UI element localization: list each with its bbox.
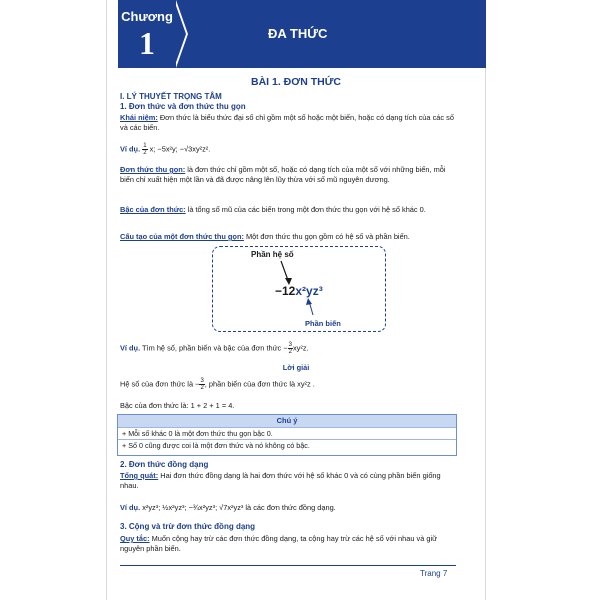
reduced-label: Đơn thức thu gọn: — [120, 165, 186, 174]
concept-label: Khái niệm: — [120, 113, 158, 122]
example-1 — [120, 143, 460, 156]
example-2-text: Tìm hệ số, phần biến và bậc của đơn thức − — [140, 343, 288, 353]
monomial-vars: x²yz³ — [295, 284, 323, 298]
degree-text: là tổng số mũ của các biến trong một đơn thức thu gọn với hệ số khác 0. — [185, 205, 426, 214]
monomial-expression — [275, 284, 323, 298]
note-line-2: + Số 0 cũng được coi là một đơn thức và nó không có bậc. — [118, 439, 456, 451]
structure-text: Một đơn thức thu gọn gồm có hệ số và phần biến. — [243, 232, 410, 241]
degree-paragraph — [120, 205, 460, 215]
chapter-box — [118, 0, 176, 68]
monomial-coef: −12 — [275, 284, 296, 298]
solution-text-b: , phần biến của đơn thức là xy²z . — [204, 379, 315, 389]
example-3-text: x²yz³; ½x²yz³; −¾x²yz³; √7x²yz³ là các đơn thức đồng dạng. — [142, 503, 336, 512]
example-text: x; −5x²y; −√3xy²z². — [149, 144, 211, 154]
fraction-half: $\frac{1}{2}$ — [143, 143, 147, 156]
chapter-label: Chương — [121, 9, 173, 24]
rule-text: Muốn cộng hay trừ các đơn thức đồng dạng, ta cộng hay trừ các hệ số với nhau và giữ nguyên phần biến. — [120, 534, 438, 553]
subheading-similar: 2. Đơn thức đồng dạng — [120, 460, 209, 469]
note-line-1: + Mỗi số khác 0 là một đơn thức thu gọn bậc 0. — [118, 427, 456, 439]
chapter-banner — [118, 0, 486, 68]
example-2-tail: xy²z. — [292, 343, 309, 353]
solution-line-2: Bậc của đơn thức là: 1 + 2 + 1 = 4. — [120, 401, 235, 410]
structure-label: Cấu tạo của một đơn thức thu gọn: — [120, 232, 244, 241]
coef-label: Phần hệ số — [251, 250, 294, 259]
var-label: Phần biến — [305, 319, 341, 328]
chapter-number: 1 — [139, 25, 155, 61]
rule-paragraph — [120, 534, 460, 554]
subheading-add: 3. Cộng và trừ đơn thức đồng dạng — [120, 522, 256, 531]
solution-text-a: Hệ số của đơn thức là − — [120, 379, 200, 389]
section-heading-theory: I. LÝ THUYẾT TRỌNG TÂM — [120, 92, 222, 101]
note-heading: Chú ý — [118, 415, 456, 427]
lesson-title: BÀI 1. ĐƠN THỨC — [250, 76, 341, 88]
fraction-three-halves: $\frac{3}{2}$ — [288, 342, 292, 355]
chevron-inner — [174, 0, 186, 68]
example-3 — [120, 503, 460, 513]
example-label: Ví dụ. — [120, 144, 141, 154]
concept-paragraph — [120, 113, 460, 133]
example-2 — [120, 342, 460, 355]
rule-label: Quy tắc: — [120, 534, 150, 543]
similar-label: Tổng quát: — [120, 471, 159, 480]
example-3-label: Ví dụ. — [120, 503, 141, 512]
subheading-monomial: 1. Đơn thức và đơn thức thu gọn — [120, 102, 246, 111]
note-box — [117, 414, 457, 456]
example-2-label: Ví dụ. — [120, 343, 141, 353]
degree-label: Bậc của đơn thức: — [120, 205, 186, 214]
similar-text: Hai đơn thức đồng dạng là hai đơn thức với hệ số khác 0 và có cùng phần biến giống nhau. — [120, 471, 441, 490]
solution-line-1 — [120, 378, 460, 391]
fraction-three-halves-2: $\frac{3}{2}$ — [200, 378, 204, 391]
reduced-paragraph — [120, 165, 460, 185]
chapter-title: ĐA THỨC — [268, 26, 328, 41]
structure-paragraph — [120, 232, 460, 242]
solution-heading: Lời giải — [282, 363, 310, 372]
similar-paragraph — [120, 471, 460, 491]
reduced-text: là đơn thức chỉ gồm một số, hoặc có dạng tích của một số với những biến, mỗi biến chỉ xuất hiện một lần và đã được nâng lên lũy thừa với số mũ nguyên dương. — [120, 165, 446, 184]
monomial-diagram — [212, 246, 386, 332]
footer-rule — [120, 565, 456, 566]
concept-text: Đơn thức là biểu thức đại số chỉ gồm một số hoặc một biến, hoặc có dạng tích của các số và các biến. — [120, 113, 454, 132]
page-number: Trang 7 — [420, 569, 448, 578]
